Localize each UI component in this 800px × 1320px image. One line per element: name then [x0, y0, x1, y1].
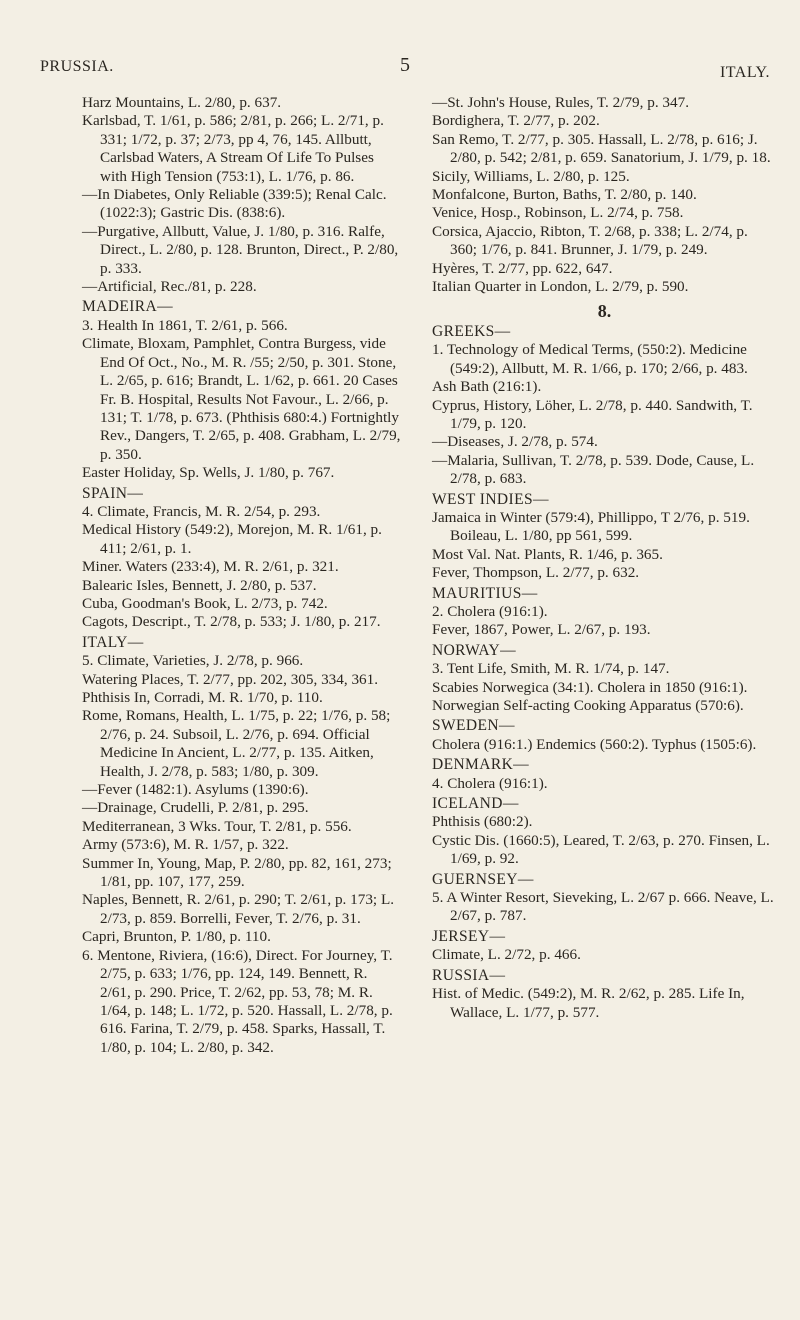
index-entry: 3. Tent Life, Smith, M. R. 1/74, p. 147.: [432, 660, 670, 678]
index-entry: 1. Technology of Medical Terms, (550:2). Medicine (549:2), Allbutt, M. R. 1/66, p. 170; 2/66, p. 483.: [432, 341, 748, 377]
section-heading: SWEDEN—: [432, 717, 515, 735]
page-number: 5: [400, 54, 411, 76]
index-entry: 4. Cholera (916:1).: [432, 774, 548, 792]
index-entry: Capri, Brunton, P. 1/80, p. 110.: [82, 928, 271, 946]
index-entry: Cholera (916:1.) Endemics (560:2). Typhus (1505:6).: [432, 735, 757, 753]
index-entry: —Artificial, Rec./81, p. 228.: [82, 278, 257, 296]
section-heading: NORWAY—: [432, 641, 517, 659]
index-entry: 5. Climate, Varieties, J. 2/78, p. 966.: [82, 652, 304, 670]
index-entry: Summer In, Young, Map, P. 2/80, pp. 82, 161, 273; 1/81, pp. 107, 177, 259.: [82, 854, 392, 891]
running-header: [40, 54, 770, 82]
index-entry: Fever, Thompson, L. 2/77, p. 632.: [432, 564, 640, 582]
index-entry: Rome, Romans, Health, L. 1/75, p. 22; 1/76, p. 58; 2/76, p. 24. Subsoil, L. 2/76, p. 694. Official Medicine In Ancient, L. 2/77, p. 135. Aitken, Health, J. 2/78, p. 583; 1/80, p. 309.: [82, 707, 391, 780]
left-column: [82, 94, 402, 1057]
index-entry: Miner. Waters (233:4), M. R. 2/61, p. 321.: [82, 558, 339, 576]
header-right: ITALY.: [719, 64, 770, 81]
index-entry: Most Val. Nat. Plants, R. 1/46, p. 365.: [432, 545, 663, 563]
index-entry: Cyprus, History, Löher, L. 2/78, p. 440. Sandwith, T. 1/79, p. 120.: [432, 396, 753, 432]
index-entry: Scabies Norwegica (34:1). Cholera in 1850 (916:1).: [432, 678, 748, 696]
index-entry: Naples, Bennett, R. 2/61, p. 290; T. 2/61, p. 173; L. 2/73, p. 859. Borrelli, Fever, T. 2/76, p. 31.: [82, 891, 395, 927]
section-heading: WEST INDIES—: [432, 490, 549, 508]
index-entry: Monfalcone, Burton, Baths, T. 2/80, p. 140.: [432, 186, 697, 204]
index-entry: —Malaria, Sullivan, T. 2/78, p. 539. Dode, Cause, L. 2/78, p. 683.: [432, 451, 755, 488]
right-column: [432, 94, 777, 1022]
index-entry: Cagots, Descript., T. 2/78, p. 533; J. 1/80, p. 217.: [82, 613, 381, 631]
index-entry: Karlsbad, T. 1/61, p. 586; 2/81, p. 266; L. 2/71, p. 331; 1/72, p. 37; 2/73, pp 4, 76, 145. Allbutt, Carlsbad Waters, A Stream Of Life To Pulses with High Tension (753:1), L. 1/76, p. 86.: [82, 112, 384, 185]
index-entry: Mediterranean, 3 Wks. Tour, T. 2/81, p. 556.: [82, 817, 352, 835]
index-entry: 4. Climate, Francis, M. R. 2/54, p. 293.: [82, 502, 321, 520]
index-entry: Corsica, Ajaccio, Ribton, T. 2/68, p. 338; L. 2/74, p. 360; 1/76, p. 841. Brunner, J. 1/79, p. 249.: [432, 222, 748, 259]
index-entry: San Remo, T. 2/77, p. 305. Hassall, L. 2/78, p. 616; J. 2/80, p. 542; 2/81, p. 659. Sanatorium, J. 1/79, p. 18.: [432, 130, 771, 167]
index-entry: 3. Health In 1861, T. 2/61, p. 566.: [82, 316, 288, 334]
index-entry: Watering Places, T. 2/77, pp. 202, 305, 334, 361.: [82, 670, 379, 688]
index-entry: 5. A Winter Resort, Sieveking, L. 2/67 p. 666. Neave, L. 2/67, p. 787.: [432, 889, 774, 925]
section-heading: JERSEY—: [432, 927, 506, 945]
index-entry: Sicily, Williams, L. 2/80, p. 125.: [432, 167, 630, 185]
index-entry: Italian Quarter in London, L. 2/79, p. 590.: [432, 278, 689, 296]
index-entry: Jamaica in Winter (579:4), Phillippo, T 2/76, p. 519. Boileau, L. 1/80, pp 561, 599.: [432, 508, 750, 545]
header-left: PRUSSIA.: [40, 58, 114, 75]
index-entry: Norwegian Self-acting Cooking Apparatus (570:6).: [432, 697, 744, 714]
index-entry: Phthisis In, Corradi, M. R. 1/70, p. 110.: [82, 689, 323, 706]
index-entry: —Diseases, J. 2/78, p. 574.: [432, 433, 598, 451]
index-entry: Hyères, T. 2/77, pp. 622, 647.: [432, 259, 613, 277]
section-number: 8.: [597, 301, 612, 322]
section-heading: RUSSIA—: [432, 966, 506, 984]
index-entry: 6. Mentone, Riviera, (16:6), Direct. For Journey, T. 2/75, p. 633; 1/76, pp. 124, 149. Bennett, R. 2/61, p. 290. Price, T. 2/62, pp. 53, 78; M. R. 1/64, p. 148; L. 1/72, p. 520. Hassall, L. 2/78, p. 616. Farina, T. 2/79, p. 458. Sparks, Hassall, T. 1/80, p. 104; L. 2/80, p. 342.: [82, 946, 393, 1056]
section-heading: ITALY—: [82, 633, 144, 651]
index-entry: —Purgative, Allbutt, Value, J. 1/80, p. 316. Ralfe, Direct., L. 2/80, p. 128. Brunton, Direct., P. 2/80, p. 333.: [82, 222, 399, 277]
index-entry: Medical History (549:2), Morejon, M. R. 1/61, p. 411; 2/61, p. 1.: [82, 521, 382, 557]
index-entry: Fever, 1867, Power, L. 2/67, p. 193.: [432, 621, 651, 639]
index-entry: Climate, L. 2/72, p. 466.: [432, 946, 581, 964]
index-entry: Balearic Isles, Bennett, J. 2/80, p. 537.: [82, 576, 317, 594]
section-heading: SPAIN—: [82, 484, 144, 502]
index-entry: 2. Cholera (916:1).: [432, 602, 548, 620]
section-heading: GREEKS—: [432, 322, 511, 340]
index-entry: Cuba, Goodman's Book, L. 2/73, p. 742.: [82, 594, 328, 612]
index-entry: Cystic Dis. (1660:5), Leared, T. 2/63, p. 270. Finsen, L. 1/69, p. 92.: [432, 831, 770, 868]
section-heading: ICELAND—: [432, 795, 519, 813]
section-heading: GUERNSEY—: [432, 870, 534, 888]
section-heading: MAURITIUS—: [432, 584, 538, 602]
index-entry: Hist. of Medic. (549:2), M. R. 2/62, p. 285. Life In, Wallace, L. 1/77, p. 577.: [432, 985, 745, 1021]
index-entry: Bordighera, T. 2/77, p. 202.: [432, 112, 600, 130]
index-entry: Army (573:6), M. R. 1/57, p. 322.: [82, 836, 289, 854]
index-entry: Climate, Bloxam, Pamphlet, Contra Burgess, vide End Of Oct., No., M. R. /55; 2/50, p. 301. Stone, L. 2/65, p. 616; Brandt, L. 1/62, p. 661. 20 Cases Fr. B. Hospital, Results Not Favour., L. 2/66, p. 131; T. 1/78, p. 673. (Phthisis 680:4.) Fortnightly Rev., Dangers, T. 2/65, p. 408. Grabham, L. 2/79, p. 350.: [82, 335, 401, 463]
index-entry: —In Diabetes, Only Reliable (339:5); Renal Calc. (1022:3); Gastric Dis. (838:6).: [82, 186, 387, 222]
section-heading: MADEIRA—: [82, 298, 174, 316]
index-entry: Phthisis (680:2).: [432, 813, 533, 831]
index-entry: —St. John's House, Rules, T. 2/79, p. 347.: [432, 94, 689, 111]
index-entry: Ash Bath (216:1).: [432, 378, 542, 396]
index-entry: Easter Holiday, Sp. Wells, J. 1/80, p. 767.: [82, 464, 335, 482]
index-entry: —Drainage, Crudelli, P. 2/81, p. 295.: [82, 799, 309, 817]
section-heading: DENMARK—: [432, 756, 530, 774]
index-entry: Venice, Hosp., Robinson, L. 2/74, p. 758.: [432, 204, 684, 222]
index-entry: —Fever (1482:1). Asylums (1390:6).: [82, 781, 309, 799]
index-entry: Harz Mountains, L. 2/80, p. 637.: [82, 94, 282, 111]
